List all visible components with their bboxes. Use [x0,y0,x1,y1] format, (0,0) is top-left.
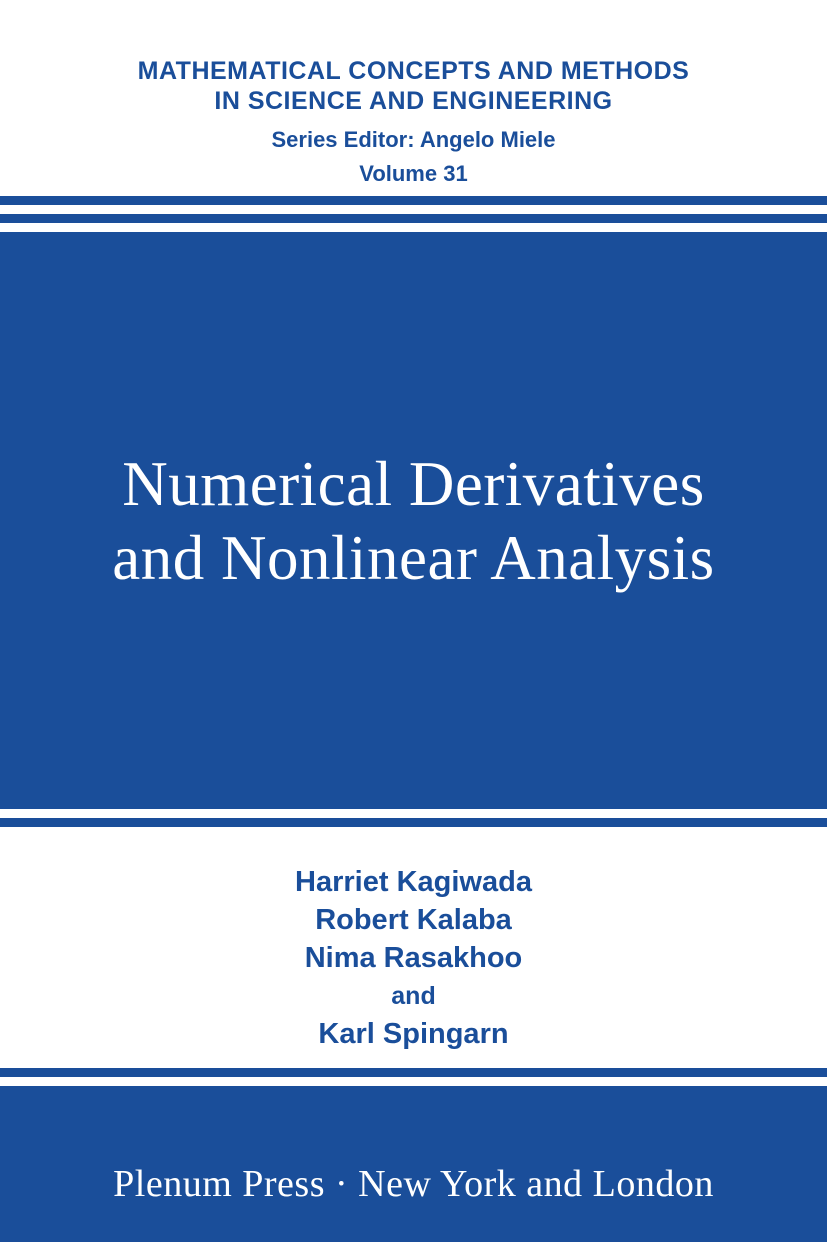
series-editor: Series Editor: Angelo Miele [271,127,556,152]
book-title [52,447,774,595]
publisher-name: Plenum Press · New York and London [113,1162,714,1205]
author-name: Nima Rasakhoo [304,942,523,974]
authors-block [0,827,827,1068]
series-volume: Volume 31 [359,161,468,186]
authors-conjunction: and [391,982,436,1010]
publisher-panel [0,1095,827,1242]
series-title-line-1: MATHEMATICAL CONCEPTS AND METHODS [137,57,690,85]
author-name: Harriet Kagiwada [295,866,532,898]
book-title-line-1: Numerical Derivatives [122,449,705,519]
divider-rule-top-2 [0,214,827,223]
divider-rule-middle-1 [0,800,827,809]
author-name: Karl Spingarn [318,1018,509,1050]
series-header [0,0,827,196]
divider-rule-middle-2 [0,818,827,827]
divider-rule-bottom-2 [0,1086,827,1095]
title-panel [0,232,827,800]
book-title-line-2: and Nonlinear Analysis [112,523,715,593]
series-title-line-2: IN SCIENCE AND ENGINEERING [214,87,613,115]
author-name: Robert Kalaba [315,904,512,936]
divider-rule-bottom-1 [0,1068,827,1077]
divider-rule-top-1 [0,196,827,205]
